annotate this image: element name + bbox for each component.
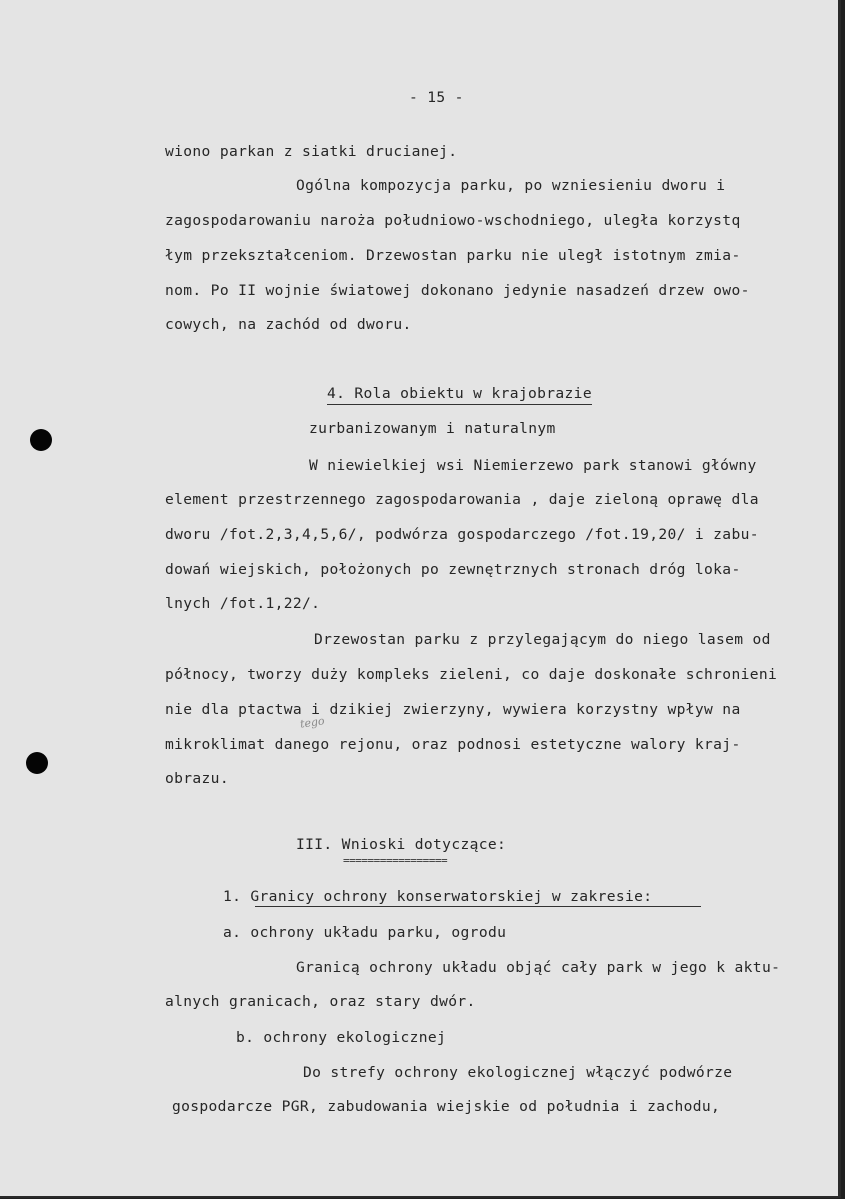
text-line: dworu /fot.2,3,4,5,6/, podwórza gospodarczego /fot.19,20/ i zabu-: [165, 526, 759, 543]
text-line: Ogólna kompozycja parku, po wzniesieniu dworu i: [296, 177, 726, 194]
section-heading: 4. Rola obiektu w krajobrazie: [327, 385, 592, 405]
text-line: W niewielkiej wsi Niemierzewo park stanowi główny: [309, 457, 757, 474]
text-line: obrazu.: [165, 770, 229, 787]
chapter-heading: III. Wnioski dotyczące:: [296, 836, 507, 853]
text-line: mikroklimat danego rejonu, oraz podnosi estetyczne walory kraj-: [165, 736, 741, 753]
punch-hole-top: [30, 429, 52, 451]
text-line: nom. Po II wojnie światowej dokonano jedynie nasadzeń drzew owo-: [165, 282, 750, 299]
text-line: łym przekształceniom. Drzewostan parku nie uległ istotnym zmia-: [165, 247, 741, 264]
list-item: a. ochrony układu parku, ogrodu: [223, 924, 507, 941]
text-line: zagospodarowaniu naroża południowo-wschodniego, uległa korzystq: [165, 212, 741, 229]
text-line: alnych granicach, oraz stary dwór.: [165, 993, 476, 1010]
punch-hole-bottom: [26, 752, 48, 774]
text-line: Granicą ochrony układu objąć cały park w jego k aktu-: [296, 959, 781, 976]
text-line: dowań wiejskich, położonych po zewnętrznych stronach dróg loka-: [165, 561, 741, 578]
text-line: cowych, na zachód od dworu.: [165, 316, 412, 333]
subsection-heading: 1. Granicy ochrony konserwatorskiej w zakresie:: [223, 888, 653, 905]
section-heading-continuation: zurbanizowanym i naturalnym: [309, 420, 556, 437]
text-line: wiono parkan z siatki drucianej.: [165, 143, 458, 160]
text-line: gospodarcze PGR, zabudowania wiejskie od południa i zachodu,: [172, 1098, 721, 1115]
text-line: Do strefy ochrony ekologicznej włączyć podwórze: [303, 1064, 733, 1081]
text-line: element przestrzennego zagospodarowania , daje zieloną oprawę dla: [165, 491, 759, 508]
text-line: Drzewostan parku z przylegającym do niego lasem od: [314, 631, 771, 648]
page-number: - 15 -: [409, 89, 464, 106]
text-line: nie dla ptactwa i dzikiej zwierzyny, wywiera korzystny wpływ na: [165, 701, 741, 718]
double-underline: =================: [343, 854, 448, 867]
list-item: b. ochrony ekologicznej: [236, 1029, 447, 1046]
text-line: północy, tworzy duży kompleks zieleni, co daje doskonałe schronieni: [165, 666, 778, 683]
handwritten-note: tego: [299, 714, 326, 731]
text-line: lnych /fot.1,22/.: [165, 595, 321, 612]
subsection-underline: [255, 906, 701, 907]
